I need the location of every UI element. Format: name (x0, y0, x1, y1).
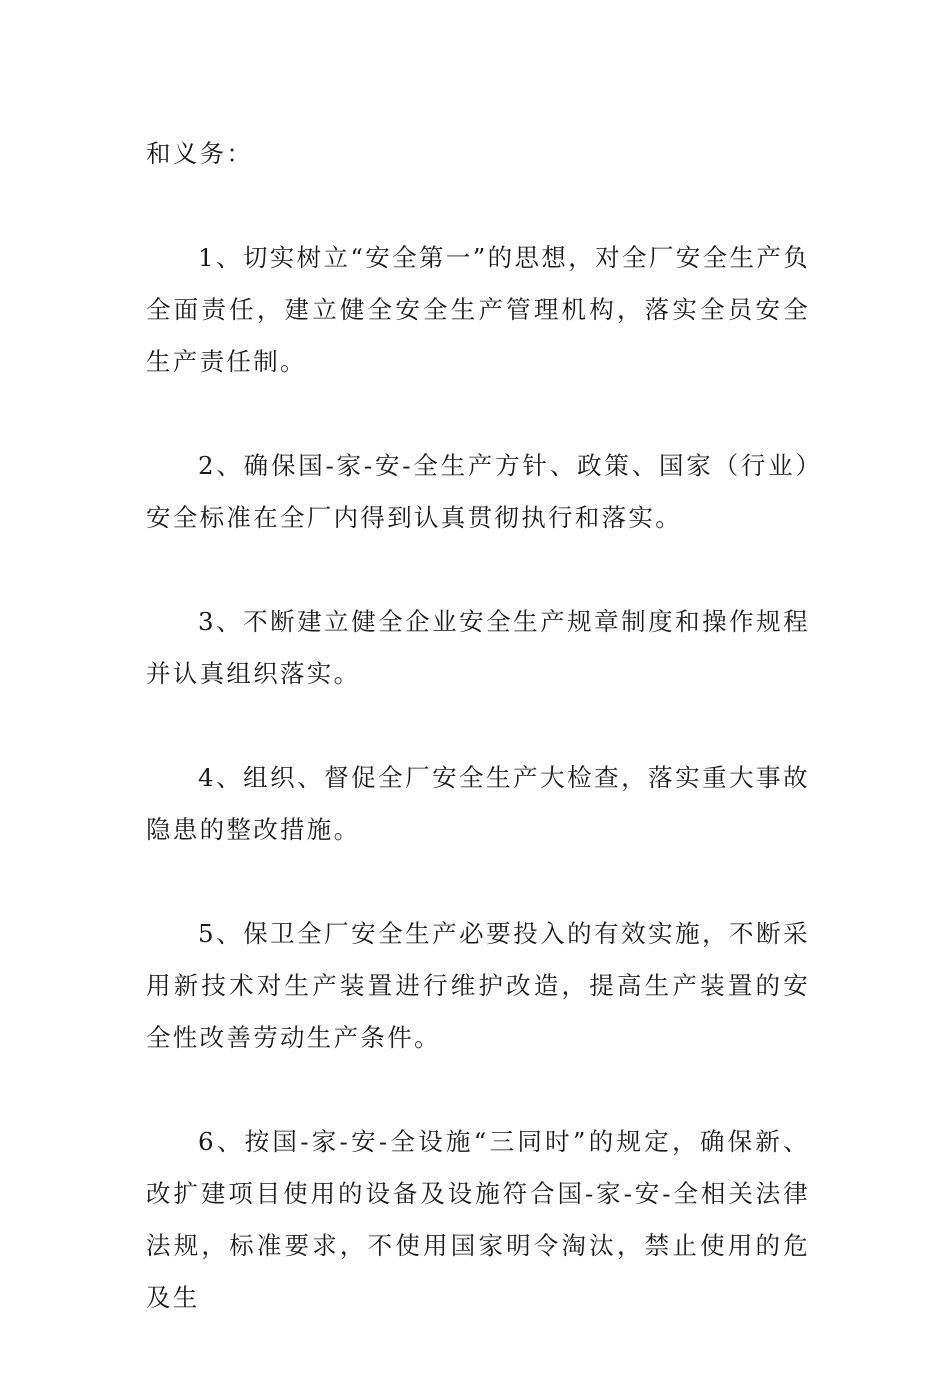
document-body (146, 128, 810, 1376)
paragraph-item-4: 4、组织、督促全厂安全生产大检查，落实重大事故隐患的整改措施。 (146, 763, 810, 844)
paragraph-item-3: 3、不断建立健全企业安全生产规章制度和操作规程并认真组织落实。 (146, 607, 810, 688)
paragraph-item-5: 5、保卫全厂安全生产必要投入的有效实施，不断采用新技术对生产装置进行维护改造，提高生产装置的安全性改善劳动生产条件。 (146, 919, 810, 1052)
paragraph-item-2: 2、确保国-家-安-全生产方针、政策、国家（行业）安全标准在全厂内得到认真贯彻执行和落实。 (146, 451, 810, 532)
paragraph-item-1: 1、切实树立“安全第一”的思想，对全厂安全生产负全面责任，建立健全安全生产管理机构，落实全员安全生产责任制。 (146, 243, 810, 376)
paragraph-intro: 和义务： (146, 139, 254, 168)
paragraph-item-6: 6、按国-家-安-全设施“三同时”的规定，确保新、改扩建项目使用的设备及设施符合国-家-安-全相关法律法规，标准要求，不使用国家明令淘汰，禁止使用的危及生 (146, 1127, 810, 1312)
